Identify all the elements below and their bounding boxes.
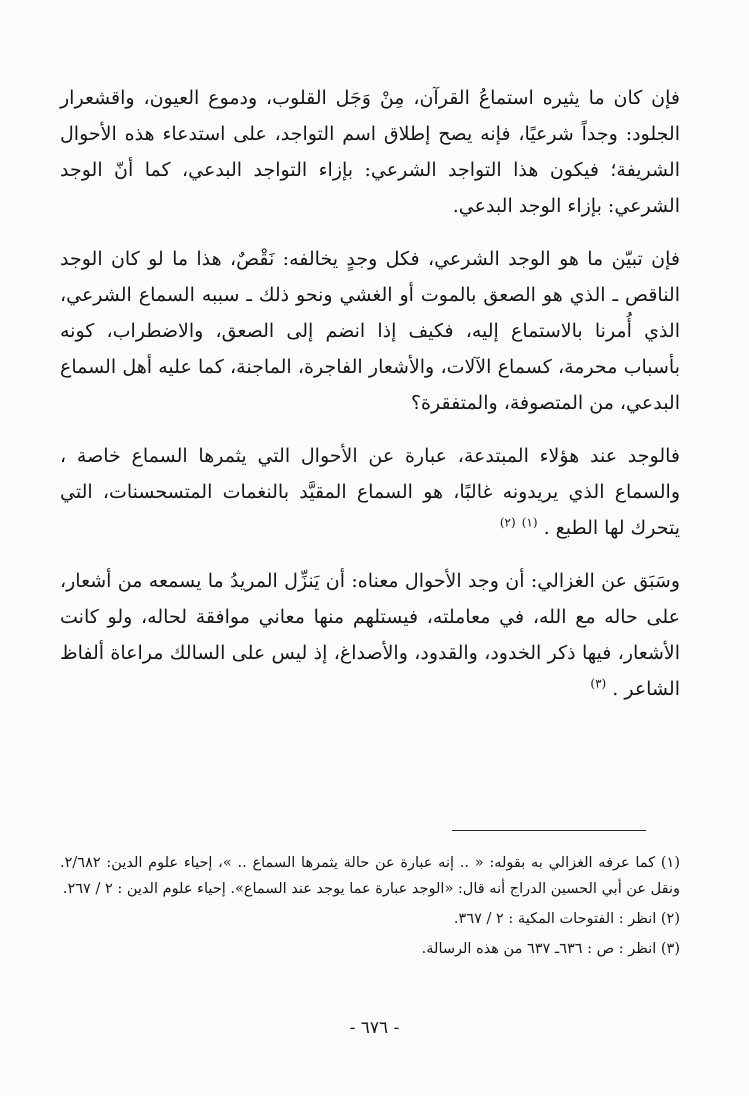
footnotes-section [60, 850, 680, 966]
paragraph-2-text: فإن تبيّن ما هو الوجد الشرعي، فكل وجدٍ يخالفه: نَقْصٌ، هذا ما لو كان الوجد الناقص ـ الذي هو الصعق بالموت أو الغشي ونحو ذلك ـ سببه السماع الشرعي، الذي أُمرنا بالاستماع إليه، فكيف إذا انضم إلى الصعق، والاضطراب، كونه بأسباب محرمة، كسماع الآلات، والأشعار الفاجرة، الماجنة، كما عليه أهل السماع البدعي، من المتصوفة، والمتفقرة؟ [60, 248, 680, 414]
paragraph-4 [60, 563, 680, 707]
footnote-3: (٣) انظر : ص : ٦٣٦ـ ٦٣٧ من هذه الرسالة. [421, 941, 680, 957]
footnote-2: (٢) انظر : الفتوحات المكية : ٢ / ٣٦٧. [453, 911, 680, 927]
footnote-ref-2[interactable]: (٢) [499, 515, 516, 530]
paragraph-3-text: فالوجد عند هؤلاء المبتدعة، عبارة عن الأحوال التي يثمرها السماع خاصة ، والسماع الذي يريدونه غالبًا، هو السماع المقيَّد بالنغمات المتسحسنات، التي يتحرك لها الطبع . [60, 445, 680, 539]
footnote-ref-1[interactable]: (١) [521, 515, 538, 530]
footnote-1: (١) كما عرفه الغزالي به بقوله: « .. إنه عبارة عن حالة يثمرها السماع .. »، إحياء علوم الدين: ٢/٦٨٢. ونقل عن أبي الحسين الدراج أنه قال: «الوجد عبارة عما يوجد عند السماع». إحياء علوم الدين : ٢ / ٢٦٧. [60, 855, 680, 897]
page-number: - ٦٧٦ - [349, 1018, 400, 1038]
paragraph-1 [60, 80, 680, 224]
paragraph-1-text: فإن كان ما يثيره استماعُ القرآن، مِنْ وَجَل القلوب، ودموع العيون، واقشعرار الجلود: وجداً شرعيًا، فإنه يصح إطلاق اسم التواجد، على استدعاء هذه الأحوال الشريفة؛ فيكون هذا التواجد الشرعي: بإزاء التواجد البدعي، كما أنّ الوجد الشرعي: بإزاء الوجد البدعي. [60, 87, 680, 217]
paragraph-2 [60, 241, 680, 421]
main-text [60, 80, 680, 724]
paragraph-3 [60, 438, 680, 546]
footnote-divider [452, 830, 646, 831]
paragraph-4-text: وسَبَق عن الغزالي: أن وجد الأحوال معناه: أن يَنزِّل المريدُ ما يسمعه من أشعار، على حاله مع الله، في معاملته، فيستلهم منها معاني موافقة لحاله، ولو كانت الأشعار، فيها ذكر الخدود، والقدود، والأصداغ، إذ ليس على السالك مراعاة ألفاظ الشاعر . [60, 570, 680, 700]
footnote-ref-3[interactable]: (٣) [590, 676, 607, 691]
